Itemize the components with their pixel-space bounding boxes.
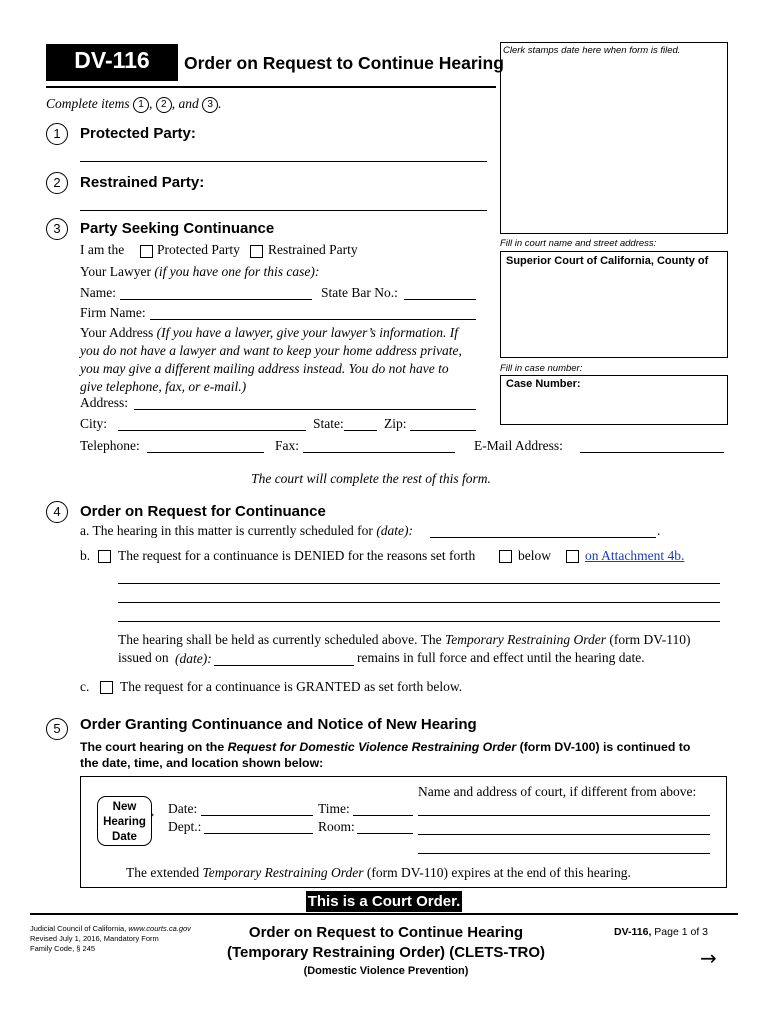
email-label: E-Mail Address: (474, 438, 563, 453)
denied-reason-line-3[interactable] (118, 621, 720, 622)
fax-field[interactable] (303, 452, 455, 453)
footer-page-number: Page 1 of 3 (654, 926, 709, 938)
denied-reason-line-1[interactable] (118, 583, 720, 584)
intro-line (46, 96, 222, 113)
address-field[interactable] (134, 409, 476, 410)
extended-tro: Temporary Restraining Order (202, 865, 364, 880)
granted-checkbox[interactable] (100, 681, 113, 694)
section-5-description (80, 739, 720, 771)
intro-sep-1: , (149, 96, 153, 111)
party-seeking-label: Party Seeking Continuance (80, 220, 275, 237)
court-name: Superior Court of California, County of (506, 255, 709, 267)
item-4a-end: . (657, 523, 661, 538)
telephone-field[interactable] (147, 452, 264, 453)
court-address-line-2[interactable] (418, 834, 710, 835)
footer-page (614, 926, 708, 938)
court-fill-label: Fill in court name and street address: (500, 238, 657, 249)
restrained-party-label: Restrained Party: (80, 174, 205, 191)
date-field[interactable] (201, 815, 313, 816)
item-4b-letter: b. (80, 548, 91, 563)
issued-on-label: issued on (118, 650, 169, 665)
court-complete-note: The court will complete the rest of this form. (251, 471, 491, 486)
held-tro: Temporary Restraining Order (445, 632, 607, 647)
item-4a (80, 523, 413, 539)
footer-title-1: Order on Request to Continue Hearing (248, 924, 524, 941)
next-page-arrow-icon[interactable]: → (700, 946, 717, 970)
item-4c-text: The request for a continuance is GRANTED as set forth below. (120, 679, 463, 694)
council-label: Judicial Council of California, (30, 924, 127, 933)
your-address-block (80, 324, 500, 396)
extended-part-2: (form DV-110) expires at the end of this hearing. (366, 865, 631, 880)
firm-name-field[interactable] (150, 319, 476, 320)
zip-label: Zip: (384, 416, 407, 431)
time-field[interactable] (353, 815, 413, 816)
footer-title-3: (Domestic Violence Prevention) (303, 965, 469, 977)
protected-party-field[interactable] (80, 161, 487, 162)
address-label: Address: (80, 395, 128, 410)
protected-party-checkbox[interactable] (140, 245, 153, 258)
item-4a-date-label: (date): (376, 523, 414, 538)
your-lawyer-label: Your Lawyer (80, 264, 151, 279)
section-1-number: 1 (46, 123, 68, 145)
firm-name-label: Firm Name: (80, 305, 146, 320)
address-note-4: give telephone, fax, or e-mail.) (80, 379, 247, 394)
intro-sep-2: , and (171, 96, 199, 111)
denied-checkbox[interactable] (98, 550, 111, 563)
state-bar-field[interactable] (404, 299, 476, 300)
restrained-party-checkbox[interactable] (250, 245, 263, 258)
court-address-line-1[interactable] (418, 815, 710, 816)
desc-part-3: the date, time, and location shown below: (80, 756, 324, 770)
intro-item-3: 3 (202, 97, 218, 113)
room-label: Room: (318, 819, 355, 834)
item-4c-letter: c. (80, 679, 90, 694)
item-4a-text: The hearing in this matter is currently scheduled for (92, 523, 373, 538)
order-continuance-label: Order on Request for Continuance (80, 503, 326, 520)
footer-rule (30, 913, 738, 915)
below-checkbox[interactable] (499, 550, 512, 563)
intro-end: . (218, 96, 222, 111)
name-address-label: Name and address of court, if different from above: (418, 784, 697, 799)
time-label: Time: (318, 801, 350, 816)
your-lawyer-line (80, 264, 319, 280)
address-note-1: (If you have a lawyer, give your lawyer’s information. If (156, 325, 458, 340)
state-label: State: (313, 416, 344, 431)
date-label: Date: (168, 801, 198, 816)
telephone-label: Telephone: (80, 438, 140, 453)
extended-tro-text (126, 865, 631, 881)
held-text-1: The hearing shall be held as currently scheduled above. The (118, 632, 442, 647)
address-note-2: you do not have a lawyer and want to keep your home address private, (80, 343, 462, 358)
issued-date-label: (date): (175, 651, 212, 666)
city-label: City: (80, 416, 108, 431)
restrained-party-field[interactable] (80, 210, 487, 211)
section-4-number: 4 (46, 501, 68, 523)
your-lawyer-note: (if you have one for this case): (154, 264, 320, 279)
court-address-line-3[interactable] (418, 853, 710, 854)
denied-reason-line-2[interactable] (118, 602, 720, 603)
badge-line-3: Date (112, 831, 137, 843)
held-text (118, 632, 691, 648)
state-bar-label: State Bar No.: (321, 285, 398, 300)
i-am-the-label: I am the (80, 242, 125, 257)
desc-part-2: (form DV-100) is continued to (519, 740, 691, 754)
desc-request: Request for Domestic Violence Restraining Order (227, 740, 517, 754)
section-5-number: 5 (46, 718, 68, 740)
header-rule (46, 86, 496, 88)
badge-line-2: Hearing (103, 816, 146, 828)
state-field[interactable] (344, 430, 377, 431)
badge-pointer-icon: › (150, 808, 155, 821)
name-field[interactable] (120, 299, 312, 300)
issued-date-field[interactable] (214, 665, 354, 666)
footer-form-id: DV-116, (614, 926, 652, 938)
clerk-stamp-box[interactable] (500, 42, 728, 234)
section-2-number: 2 (46, 172, 68, 194)
dept-field[interactable] (204, 833, 313, 834)
zip-field[interactable] (410, 430, 476, 431)
desc-part-1: The court hearing on the (80, 740, 225, 754)
intro-item-1: 1 (133, 97, 149, 113)
case-number-label: Case Number: (506, 378, 581, 390)
item-4b-text: The request for a continuance is DENIED for the reasons set forth (118, 548, 476, 563)
new-hearing-badge (97, 796, 155, 846)
badge-line-1: New (112, 801, 137, 813)
council-url[interactable]: www.courts.ca.gov (128, 924, 191, 933)
room-field[interactable] (357, 833, 413, 834)
protected-party-option: Protected Party (157, 242, 240, 257)
item-4a-letter: a. (80, 523, 90, 538)
below-option: below (518, 548, 551, 563)
protected-party-label: Protected Party: (80, 125, 196, 142)
case-fill-label: Fill in case number: (500, 363, 583, 374)
intro-prefix: Complete items (46, 96, 130, 111)
city-field[interactable] (118, 430, 306, 431)
your-address-label: Your Address (80, 325, 154, 340)
granting-continuance-label: Order Granting Continuance and Notice of New Hearing (80, 716, 477, 733)
footer-left (30, 924, 191, 954)
form-title: Order on Request to Continue Hearing (184, 53, 504, 73)
address-note-3: you may give a different mailing address instead. You do not have to (80, 361, 449, 376)
intro-item-2: 2 (156, 97, 172, 113)
court-name-box[interactable] (500, 251, 728, 358)
scheduled-date-field[interactable] (430, 537, 656, 538)
court-order-banner: This is a Court Order. (307, 893, 461, 910)
held-text-2: (form DV-110) (609, 632, 691, 647)
extended-part-1: The extended (126, 865, 200, 880)
section-3-number: 3 (46, 218, 68, 240)
revised-date: Revised July 1, 2016, Mandatory Form (30, 934, 159, 943)
fax-label: Fax: (275, 438, 300, 453)
form-id: DV-116 (74, 47, 150, 73)
attachment-checkbox[interactable] (566, 550, 579, 563)
family-code: Family Code, § 245 (30, 944, 96, 953)
attachment-link[interactable]: on Attachment 4b. (585, 548, 685, 563)
email-field[interactable] (580, 452, 724, 453)
remains-text: remains in full force and effect until the hearing date. (357, 650, 645, 665)
footer-title-2: (Temporary Restraining Order) (CLETS-TRO) (226, 944, 546, 961)
restrained-party-option: Restrained Party (268, 242, 358, 257)
dept-label: Dept.: (168, 819, 202, 834)
clerk-note: Clerk stamps date here when form is filed. (503, 45, 681, 56)
name-label: Name: (80, 285, 116, 300)
